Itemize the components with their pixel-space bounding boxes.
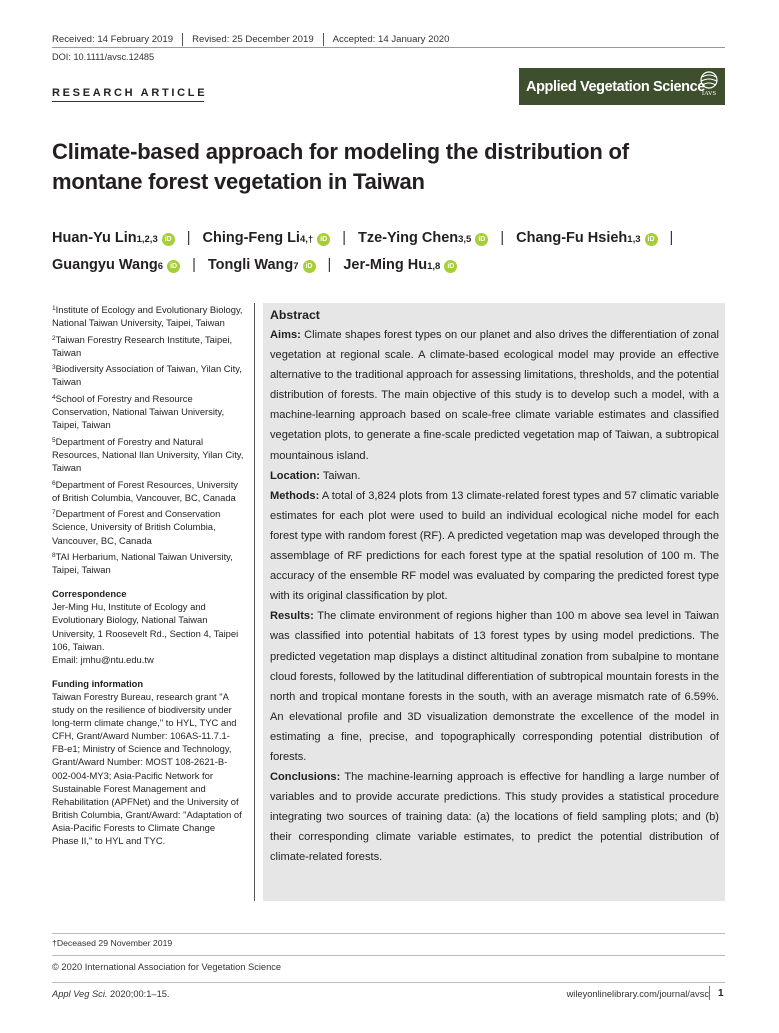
affiliation-text: Institute of Ecology and Evolutionary Biology, National Taiwan University, Taipei, Taiwan: [52, 304, 243, 329]
submission-dates: [52, 33, 449, 46]
affiliation-text: Taiwan Forestry Research Institute, Taipei, Taiwan: [52, 333, 233, 358]
affiliation-number: 8: [52, 552, 56, 560]
author-name: Ching-Feng Li: [202, 230, 300, 246]
author[interactable]: Ching-Feng Li 4,† iD: [203, 225, 331, 252]
article-type: RESEARCH ARTICLE: [52, 87, 208, 99]
affiliation-text: Department of Forestry and Natural Resources, National Ilan University, Yilan City, Taiwan: [52, 435, 244, 474]
accepted-date: Accepted: 14 January 2020: [332, 34, 450, 45]
affiliation-number: 2: [52, 334, 56, 342]
author-separator: |: [186, 230, 191, 246]
abstract-methods: [270, 486, 719, 607]
author-name: Jer-Ming Hu: [343, 257, 428, 273]
header-rule: [52, 47, 725, 48]
author[interactable]: Guangyu Wang 6 iD: [52, 252, 180, 279]
orcid-icon[interactable]: iD: [645, 233, 658, 246]
author-list: [52, 225, 742, 279]
abstract-aims: [270, 325, 719, 466]
orcid-icon[interactable]: iD: [303, 260, 316, 273]
section-text: A total of 3,824 plots from 13 climate-related forest types and 57 climatic variable estimates for each plot were used to build an individual ecological niche model for each forest type with random forest (RF). A predicted vegetation map was developed through the assemblage of RF predictions for each forest type at the spatial resolution of 100 m. The accuracy of the ensemble RF model was evaluated by comparing the predicted forest type with its original classification by plot.: [270, 489, 719, 603]
affiliation-text: Department of Forest and Conservation Science, University of British Columbia, Vancouver, BC, Canada: [52, 508, 221, 546]
affiliation-number: 5: [52, 436, 56, 444]
globe-icon: [700, 70, 718, 90]
front-matter-sidebar: [52, 303, 244, 847]
section-text: Taiwan.: [322, 469, 361, 482]
affiliation: [52, 303, 244, 329]
date-divider: [323, 33, 324, 46]
author-separator: |: [342, 230, 346, 246]
journal-name: Applied Vegetation Science: [526, 78, 705, 95]
author-line: [52, 252, 742, 279]
citation-journal: Appl Veg Sci.: [52, 989, 108, 999]
date-divider: [182, 33, 183, 46]
author-name: Guangyu Wang: [52, 257, 158, 273]
affiliation: [52, 478, 244, 504]
title-line: montane forest vegetation in Taiwan: [52, 169, 425, 194]
abstract-conclusions: [270, 767, 719, 867]
author[interactable]: Tongli Wang 7 iD: [208, 252, 316, 279]
iavs-logo: [697, 70, 721, 103]
author[interactable]: Chang-Fu Hsieh 1,3 iD: [516, 225, 657, 252]
affiliation-text: Department of Forest Resources, University of British Columbia, Vancouver, BC, Canada: [52, 478, 238, 503]
affiliation-text: School of Forestry and Resource Conservation, National Taiwan University, Taipei, Taiwan: [52, 393, 225, 431]
affiliation-number: 7: [52, 509, 56, 517]
affiliation-text: TAI Herbarium, National Taiwan University, Taipei, Taiwan: [52, 551, 233, 576]
article-title: [52, 137, 732, 197]
affiliation: [52, 435, 244, 474]
footnote-rule: [52, 933, 725, 934]
author-separator: |: [500, 230, 505, 246]
section-label: Conclusions:: [270, 771, 341, 784]
affiliation-number: 3: [52, 364, 56, 372]
abstract-body: [270, 325, 719, 868]
page-number: 1: [718, 988, 724, 999]
abstract-heading: Abstract: [270, 308, 320, 322]
author-separator: |: [669, 230, 674, 246]
article-type-underline: [52, 101, 204, 102]
affiliation: [52, 333, 244, 359]
affiliation-text: Biodiversity Association of Taiwan, Yilan City, Taiwan: [52, 363, 242, 388]
section-label: Results:: [270, 610, 314, 623]
revised-date: Revised: 25 December 2019: [192, 34, 314, 45]
correspondence-address: Jer-Ming Hu, Institute of Ecology and Evolutionary Biology, National Taiwan University, 1 Roosevelt Rd., Section 4, Taipei 106, Taiwan.: [52, 601, 239, 652]
abstract-box: [263, 303, 725, 901]
author-separator: |: [192, 257, 196, 273]
page-number-divider: [709, 986, 710, 1000]
affiliation: [52, 362, 244, 388]
orcid-icon[interactable]: iD: [167, 260, 180, 273]
deceased-footnote: †Deceased 29 November 2019: [52, 938, 173, 948]
orcid-icon[interactable]: iD: [317, 233, 330, 246]
author-name: Tze-Ying Chen: [357, 230, 459, 246]
section-label: Location:: [270, 469, 320, 482]
abstract-location: [270, 466, 719, 486]
section-label: Aims:: [270, 329, 301, 341]
affiliation: [52, 550, 244, 576]
copyright-notice: © 2020 International Association for Vegetation Science: [52, 962, 282, 972]
author-line: [52, 225, 742, 252]
copyright-rule: [52, 955, 725, 956]
funding-heading: Funding information: [52, 677, 144, 689]
author-name: Chang-Fu Hsieh: [516, 230, 628, 246]
affiliation-number: 6: [52, 479, 56, 487]
title-line: Climate-based approach for modeling the distribution of: [52, 139, 629, 164]
footer-rule: [52, 982, 725, 983]
received-date: Received: 14 February 2019: [52, 34, 174, 45]
author[interactable]: Jer-Ming Hu 1,8 iD: [343, 252, 457, 279]
orcid-icon[interactable]: iD: [162, 233, 175, 246]
iavs-logo-text: IAVS: [701, 90, 717, 97]
column-divider: [254, 303, 255, 901]
author[interactable]: Tze-Ying Chen 3,5 iD: [358, 225, 488, 252]
doi[interactable]: DOI: 10.1111/avsc.12485: [52, 52, 155, 62]
abstract-results: [270, 606, 719, 767]
section-text: The climate environment of regions higher than 100 m above sea level in Taiwan was classified into potential habitats of 13 forest types by using model predictions. The predicted vegetation map displays a distinct altitudinal zonation from subalpine to montane cloud forests, followed by the latitudinal differentiation of subtropical mountain forests in the north and tropical montane forests in the south, with an average mismatch rate of 6.59%. An elevational profile and 3D visualization demonstrate the excellence of the model in estimating a fine, precise, and topographically corresponding potential distribution of forests.: [270, 610, 719, 763]
section-text: Climate shapes forest types on our planet and also drives the differentiation of zonal vegetation at regional scale. A climate-based ecological model may provide an effective alternative to the traditional approach for assessing limitations, thresholds, and the potential distribution of forests. The main objective of this study is to develop such a model, with a machine-learning approach based on scale-free climate variable estimates and classified vegetation plots, to generate a fine-scale predicted vegetation map of Taiwan, a subtropical mountainous island.: [270, 329, 719, 462]
author-name: Tongli Wang: [207, 257, 294, 273]
correspondence-heading: Correspondence: [52, 588, 127, 600]
funding-text: Taiwan Forestry Bureau, research grant "A study on the resilience of biodiversity under long-term climate change," to HYL, TYC and CFH, Grant/Award Number: 106AS-11.7.1-FB-e1; Ministry of Science and Technology, Grant/Award Number: MOST 108-2621-B-002-004-MY3; Asia-Pacific Network for Sustainable Forest Management and Rehabilitation (APFNet) and the University of British Columbia, Grant/Award: "Adaptation of Asia-Pacific Forests to Climate Change Phase II," to HYL and TYC.: [52, 690, 242, 846]
citation: [52, 989, 170, 999]
section-label: Methods:: [270, 489, 320, 502]
section-text: The machine-learning approach is effective for handling a large number of variables and to provide accurate predictions. This study provides a statistical procedure integrating two sources of training data: (a) the locations of field sampling plots; and (b) their corresponding climate variable estimates, to predict the potential distribution of climate-related forests.: [270, 771, 719, 864]
affiliation-number: 4: [52, 394, 56, 402]
correspondence-email[interactable]: Email: jmhu@ntu.edu.tw: [52, 653, 154, 665]
author-separator: |: [327, 257, 332, 273]
journal-url[interactable]: wileyonlinelibrary.com/journal/avsc: [566, 989, 709, 999]
orcid-icon[interactable]: iD: [444, 260, 457, 273]
orcid-icon[interactable]: iD: [475, 233, 488, 246]
affiliation: [52, 392, 244, 431]
journal-banner[interactable]: [519, 68, 725, 105]
affiliation-number: 1: [52, 305, 56, 312]
author-name: Huan-Yu Lin: [52, 230, 137, 246]
citation-details: 2020;00:1–15.: [107, 989, 170, 999]
author[interactable]: Huan-Yu Lin 1,2,3 iD: [52, 225, 175, 252]
affiliation: [52, 507, 244, 546]
